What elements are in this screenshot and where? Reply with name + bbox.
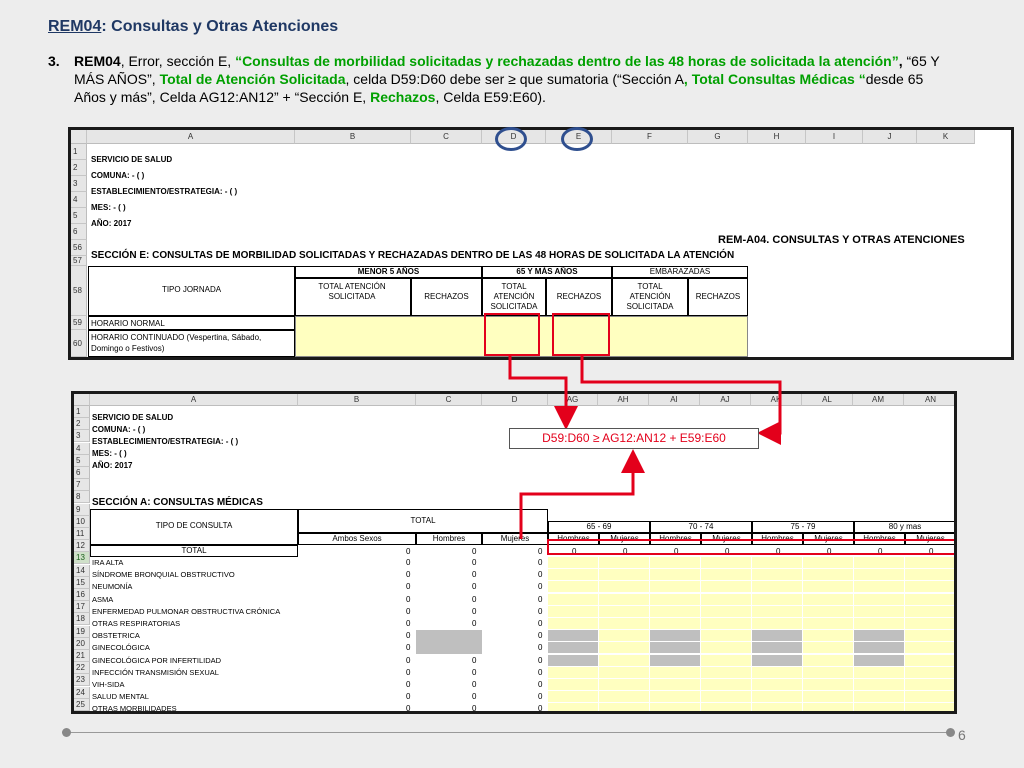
s2-column-header-ag: AG xyxy=(548,394,598,406)
group-menor-5: MENOR 5 AÑOS xyxy=(357,267,420,276)
item-mujeres-zero: 0 xyxy=(538,655,543,665)
row-header-3: 3 xyxy=(71,176,87,192)
age-total-zero-2: 0 xyxy=(674,547,679,556)
total-atencion-emb: TOTAL ATENCIÓN SOLICITADA xyxy=(626,282,674,311)
cell-establecimiento: ESTABLECIMIENTO/ESTRATEGIA: - ( ) xyxy=(91,187,238,196)
item-ambos-zero: 0 xyxy=(406,631,411,641)
s2-row-header-16: 16 xyxy=(74,589,90,601)
consulta-item: OBSTETRICA xyxy=(92,631,140,641)
item-ambos-zero: 0 xyxy=(406,643,411,653)
s2-column-header-ak: AK xyxy=(751,394,802,406)
row-header-1: 1 xyxy=(71,144,87,160)
age-total-zero-7: 0 xyxy=(929,547,934,556)
row-header-5: 5 xyxy=(71,208,87,224)
total-row-label: TOTAL xyxy=(181,546,207,555)
item-hombres-zero: 0 xyxy=(472,667,477,677)
s2-row-header-17: 17 xyxy=(74,601,90,613)
group-embarazadas: EMBARAZADAS xyxy=(649,267,711,276)
s2-row-header-14: 14 xyxy=(74,565,90,577)
s2-column-header-d: D xyxy=(482,394,548,406)
item-mujeres-zero: 0 xyxy=(538,667,543,677)
item-ambos-zero: 0 xyxy=(406,667,411,677)
age-group-1: 70 - 74 xyxy=(688,522,714,531)
item-mujeres-zero: 0 xyxy=(538,680,543,689)
hm-label-6: Hombres xyxy=(863,534,896,543)
s2-column-header-a: A xyxy=(90,394,298,406)
item-mujeres-zero: 0 xyxy=(538,704,543,714)
column-header-j: J xyxy=(863,130,917,144)
item-ambos-zero: 0 xyxy=(406,570,411,580)
hombres-header: Hombres xyxy=(432,534,466,543)
cell-servicio: SERVICIO DE SALUD xyxy=(91,155,173,164)
total-header: TOTAL xyxy=(410,516,436,525)
cell-comuna: COMUNA: - ( ) xyxy=(91,171,145,180)
item-hombres-zero: 0 xyxy=(472,619,477,628)
item-mujeres-zero: 0 xyxy=(538,570,543,580)
item-ambos-zero: 0 xyxy=(406,704,411,714)
item-hombres-zero: 0 xyxy=(472,655,477,665)
item-hombres-zero: 0 xyxy=(472,570,477,580)
slide-title: REM04: Consultas y Otras Atenciones xyxy=(48,18,339,35)
s2-column-header-ah: AH xyxy=(598,394,649,406)
age-total-zero-6: 0 xyxy=(878,547,883,556)
consulta-item: ENFERMEDAD PULMONAR OBSTRUCTIVA CRÓNICA xyxy=(92,606,281,616)
item-mujeres-zero: 0 xyxy=(538,631,543,641)
consulta-item: GINECOLÓGICA POR INFERTILIDAD xyxy=(92,655,222,665)
error-description: 3. REM04, Error, sección E, “Consultas de morbilidad solicitadas y rechazadas dentro de las 48 horas de solicitada la atención”, “65 Y MÁS AÑOS”, Total de Atención Solicitada, celda D59:D60 debe ser ≥ que sumatoria (“Sección A, Total Consultas Médicas “desde 65 Años y más”, Celda AG12:AN12” + “Sección E, Rechazos, Celda E59:E60). xyxy=(48,53,940,105)
hm-label-4: Hombres xyxy=(761,534,794,543)
row-header-56: 56 xyxy=(71,240,87,256)
row-header-4: 4 xyxy=(71,192,87,208)
s2-column-header-c: C xyxy=(416,394,482,406)
cell-mes: MES: - ( ) xyxy=(91,203,126,212)
hm-label-0: Hombres xyxy=(557,534,590,543)
row-header-58: 58 xyxy=(71,266,87,316)
s2-row-header-8: 8 xyxy=(74,491,90,503)
item-hombres-zero: 0 xyxy=(472,558,477,567)
item-mujeres-zero: 0 xyxy=(538,558,543,567)
s2-row-header-12: 12 xyxy=(74,540,90,552)
tipo-jornada-header: TIPO JORNADA xyxy=(161,285,222,294)
s2-cell-servicio: SERVICIO DE SALUD xyxy=(92,413,174,422)
item-ambos-zero: 0 xyxy=(406,606,411,616)
s2-row-header-22: 22 xyxy=(74,662,90,674)
age-total-zero-4: 0 xyxy=(776,547,781,556)
rem-title: REM-A04. CONSULTAS Y OTRAS ATENCIONES xyxy=(718,234,965,246)
item-hombres-zero: 0 xyxy=(472,582,477,592)
item-ambos-zero: 0 xyxy=(406,692,411,702)
consulta-item: ASMA xyxy=(92,594,114,604)
s2-row-header-23: 23 xyxy=(74,674,90,686)
row-header-59: 59 xyxy=(71,316,87,330)
age-group-3: 80 y mas xyxy=(888,522,922,531)
s2-row-header-19: 19 xyxy=(74,626,90,638)
formula-box: D59:D60 ≥ AG12:AN12 + E59:E60 xyxy=(509,428,759,449)
consulta-item: NEUMONÍA xyxy=(92,582,133,592)
item-hombres-zero: 0 xyxy=(472,680,477,689)
item-ambos-zero: 0 xyxy=(406,582,411,592)
s2-row-header-2: 2 xyxy=(74,418,90,430)
total-atencion-65: TOTAL ATENCIÓN SOLICITADA xyxy=(490,282,538,311)
arrow-d-to-formula xyxy=(510,356,566,424)
s2-row-header-5: 5 xyxy=(74,455,90,467)
s2-row-header-15: 15 xyxy=(74,577,90,589)
s2-column-header-aj: AJ xyxy=(700,394,751,406)
s2-cell-establecimiento: ESTABLECIMIENTO/ESTRATEGIA: - ( ) xyxy=(92,437,239,446)
total-atencion-menor5: TOTAL ATENCIÓN SOLICITADA xyxy=(318,282,386,301)
item-ambos-zero: 0 xyxy=(406,558,411,567)
column-header-b: B xyxy=(295,130,411,144)
arrow-e-to-formula xyxy=(582,356,780,433)
s2-row-header-25: 25 xyxy=(74,699,90,711)
item-hombres-zero: 0 xyxy=(472,692,477,702)
column-header-e: E xyxy=(546,130,612,144)
total-zero-1: 0 xyxy=(472,547,477,556)
s2-column-header-b: B xyxy=(298,394,416,406)
column-header-i: I xyxy=(806,130,863,144)
consulta-item: OTRAS RESPIRATORIAS xyxy=(92,619,181,628)
s2-row-header-3: 3 xyxy=(74,430,90,442)
s2-column-header-an: AN xyxy=(904,394,957,406)
s2-row-header-11: 11 xyxy=(74,528,90,540)
row-header-60: 60 xyxy=(71,330,87,357)
column-header-c: C xyxy=(411,130,482,144)
column-header-d: D xyxy=(482,130,546,144)
column-header-f: F xyxy=(612,130,688,144)
item-ambos-zero: 0 xyxy=(406,655,411,665)
hm-label-7: Mujeres xyxy=(916,534,945,543)
item-mujeres-zero: 0 xyxy=(538,594,543,604)
ambos-sexos-header: Ambos Sexos xyxy=(332,534,382,543)
hm-label-2: Hombres xyxy=(659,534,692,543)
item-ambos-zero: 0 xyxy=(406,594,411,604)
total-zero-2: 0 xyxy=(538,547,543,556)
item-hombres-zero: 0 xyxy=(472,594,477,604)
section-e-title: SECCIÓN E: CONSULTAS DE MORBILIDAD SOLICITADAS Y RECHAZADAS DENTRO DE LAS 48 HORAS DE SOLICITADA LA ATENCIÓN xyxy=(91,250,735,261)
group-65-mas: 65 Y MÁS AÑOS xyxy=(516,267,578,276)
tipo-consulta-header: TIPO DE CONSULTA xyxy=(155,521,233,530)
consulta-item: SALUD MENTAL xyxy=(92,692,149,702)
s2-row-header-24: 24 xyxy=(74,687,90,699)
hm-label-5: Mujeres xyxy=(814,534,843,543)
s2-row-header-21: 21 xyxy=(74,650,90,662)
page-number: 6 xyxy=(958,727,966,743)
s2-row-header-6: 6 xyxy=(74,467,90,479)
age-total-zero-5: 0 xyxy=(827,547,832,556)
s2-row-header-18: 18 xyxy=(74,613,90,625)
column-header-k: K xyxy=(917,130,975,144)
age-group-0: 65 - 69 xyxy=(586,522,612,531)
column-header-h: H xyxy=(748,130,806,144)
consulta-item: IRA ALTA xyxy=(92,558,124,567)
consulta-item: VIH-SIDA xyxy=(92,680,125,689)
age-group-2: 75 - 79 xyxy=(790,522,816,531)
s2-column-header-am: AM xyxy=(853,394,904,406)
item-mujeres-zero: 0 xyxy=(538,606,543,616)
item-ambos-zero: 0 xyxy=(406,619,411,628)
left-dot xyxy=(62,728,71,737)
column-header-a: A xyxy=(87,130,295,144)
item-mujeres-zero: 0 xyxy=(538,582,543,592)
item-mujeres-zero: 0 xyxy=(538,619,543,628)
s2-row-header-20: 20 xyxy=(74,638,90,650)
consulta-item: INFECCIÓN TRANSMISIÓN SEXUAL xyxy=(92,667,219,677)
s2-row-header-7: 7 xyxy=(74,479,90,491)
s2-row-header-1: 1 xyxy=(74,406,90,418)
row-header-6: 6 xyxy=(71,224,87,240)
s2-cell-anio: AÑO: 2017 xyxy=(92,461,133,470)
mujeres-header: Mujeres xyxy=(500,534,530,543)
s2-cell-mes: MES: - ( ) xyxy=(92,449,127,458)
s2-row-header-13: 13 xyxy=(74,552,90,564)
consulta-item: GINECOLÓGICA xyxy=(92,643,150,653)
rechazos-emb: RECHAZOS xyxy=(695,292,741,301)
item-mujeres-zero: 0 xyxy=(538,643,543,653)
age-total-zero-0: 0 xyxy=(572,547,577,556)
s2-cell-comuna: COMUNA: - ( ) xyxy=(92,425,146,434)
s2-row-header-9: 9 xyxy=(74,504,90,516)
column-header-g: G xyxy=(688,130,748,144)
item-ambos-zero: 0 xyxy=(406,680,411,689)
total-zero-0: 0 xyxy=(406,547,411,556)
row-header-2: 2 xyxy=(71,160,87,176)
age-total-zero-3: 0 xyxy=(725,547,730,556)
s2-row-header-10: 10 xyxy=(74,516,90,528)
rechazos-menor5: RECHAZOS xyxy=(424,292,469,301)
s2-column-header-al: AL xyxy=(802,394,853,406)
cell-anio: AÑO: 2017 xyxy=(91,219,132,228)
row-horario-normal: HORARIO NORMAL xyxy=(91,319,165,328)
s2-column-header-ai: AI xyxy=(649,394,700,406)
item-mujeres-zero: 0 xyxy=(538,692,543,702)
right-dot xyxy=(946,728,955,737)
hm-label-3: Mujeres xyxy=(712,534,741,543)
section-a-title: SECCIÓN A: CONSULTAS MÉDICAS xyxy=(92,497,263,508)
row-header-57: 57 xyxy=(71,256,87,266)
row-horario-continuado: HORARIO CONTINUADO (Vespertina, Sábado, Domingo o Festivos) xyxy=(91,333,262,353)
s2-row-header-4: 4 xyxy=(74,443,90,455)
arrow-ag-to-formula xyxy=(521,455,633,539)
age-total-zero-1: 0 xyxy=(623,547,628,556)
consulta-item: SÍNDROME BRONQUIAL OBSTRUCTIVO xyxy=(92,570,235,580)
consulta-item: OTRAS MORBILIDADES xyxy=(92,704,177,714)
item-hombres-zero: 0 xyxy=(472,704,477,714)
item-hombres-zero: 0 xyxy=(472,606,477,616)
rechazos-65: RECHAZOS xyxy=(556,292,602,301)
slide-divider xyxy=(62,732,952,733)
hm-label-1: Mujeres xyxy=(610,534,639,543)
